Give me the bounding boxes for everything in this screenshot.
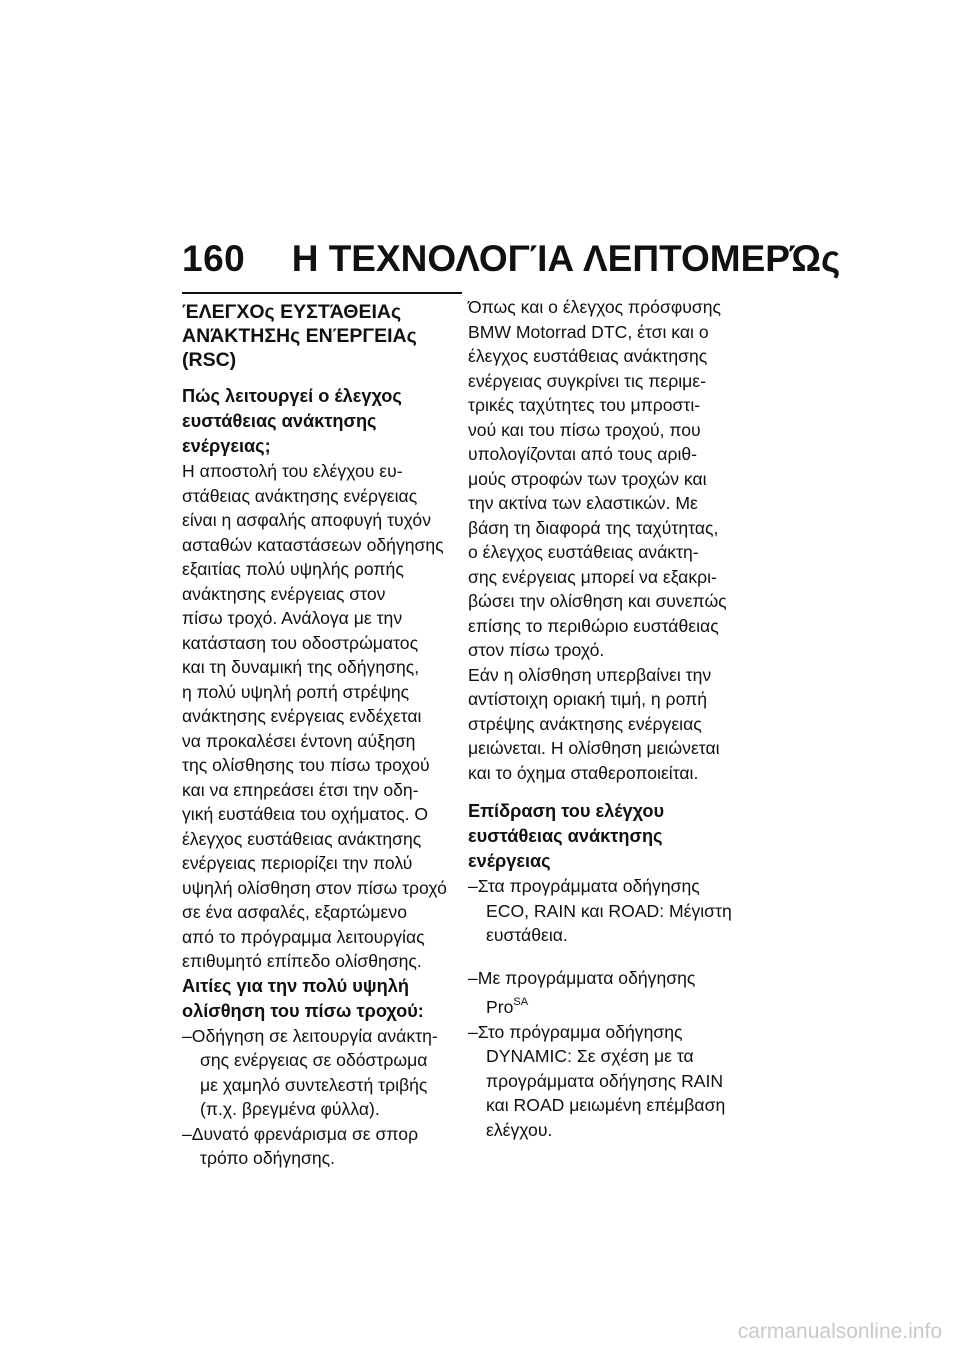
text-line: και το όχημα σταθεροποιείται. [468, 762, 699, 783]
text-line: ανάκτησης ενέργειας στον [182, 583, 386, 604]
list-item-line: DYNAMIC: Σε σχέση με τα [486, 1046, 694, 1066]
text-line: βάση τη διαφορά της ταχύτητας, [468, 517, 719, 538]
text-line: στάθειας ανάκτησης ενέργειας [182, 485, 418, 506]
paragraph-threshold [468, 663, 750, 786]
text-line: υπολογίζονται από τους αριθ- [468, 444, 698, 464]
effect-list [468, 874, 750, 1142]
text-line: και να επηρεάσει έτσι την οδη- [182, 779, 419, 800]
list-item [468, 874, 750, 948]
subheading-line: ολίσθηση του πίσω τροχού: [182, 1000, 424, 1021]
section-title-line: ΑΝΆΚΤΗΣΗς ΕΝΈΡΓΕΙΑς [182, 325, 417, 347]
text-line: επιθυμητό επίπεδο ολίσθησης. [182, 951, 422, 971]
list-item-line: –Με προγράμματα οδήγησης [468, 967, 696, 988]
section-rule [182, 292, 462, 294]
sa-superscript: SA [513, 996, 529, 1008]
right-column [468, 295, 750, 1142]
list-item-line: τρόπο οδήγησης. [200, 1148, 336, 1168]
list-item [182, 1024, 462, 1122]
text-line: Εάν η ολίσθηση υπερβαίνει την [468, 664, 712, 685]
text-line: ασταθών καταστάσεων οδήγησης [182, 534, 444, 555]
pro-label: Pro [486, 997, 514, 1017]
list-item-line: ελέγχου. [486, 1119, 553, 1140]
subheading-line: ενέργειας; [182, 436, 271, 456]
text-line: της ολίσθησης του πίσω τροχού [182, 755, 430, 775]
text-line: σης ενέργειας μπορεί να εξακρι- [468, 566, 717, 587]
list-item-line: –Στα προγράμματα οδήγησης [468, 876, 700, 896]
subheading-line: ευστάθειας ανάκτησης [468, 826, 663, 846]
list-item-line: –Στο πρόγραμμα οδήγησης [468, 1021, 683, 1042]
subheading-line: ευστάθειας ανάκτησης [182, 411, 377, 431]
text-line: ανάκτησης ενέργειας ενδέχεται [182, 706, 422, 726]
list-item-line: σης ενέργειας σε οδόστρωμα [200, 1050, 428, 1070]
text-line: έλεγχος ευστάθειας ανάκτησης [182, 828, 422, 849]
text-line: νού και του πίσω τροχού, που [468, 419, 701, 440]
chapter-title: Η ΤΕΧΝΟΛΟΓΊΑ ΛΕΠΤΟΜΕΡΏς [291, 238, 841, 279]
watermark: carmanualsonline.info [737, 1320, 942, 1343]
text-line: εξαιτίας πολύ υψηλής ροπής [182, 559, 404, 579]
text-line: στρέψης ανάκτησης ενέργειας [468, 713, 702, 734]
text-line: Όπως και ο έλεγχος πρόσφυσης [468, 297, 721, 317]
paragraph-comparison [468, 295, 750, 663]
subheading-line: Πώς λειτουργεί ο έλεγχος [182, 386, 402, 406]
text-line: αντίστοιχη οριακή τιμή, η ροπή [468, 689, 708, 709]
text-line: ενέργειας περιορίζει την πολύ [182, 853, 413, 873]
text-line: βώσει την ολίσθηση και συνεπώς [468, 591, 727, 611]
list-item-line [468, 990, 750, 1020]
section-title [182, 300, 462, 372]
text-line: Η αποστολή του ελέγχου ευ- [182, 461, 403, 481]
list-item-line: –Οδήγηση σε λειτουργία ανάκτη- [182, 1025, 438, 1046]
text-line: μούς στροφών των τροχών και [468, 468, 707, 489]
text-line: από το πρόγραμμα λειτουργίας [182, 926, 425, 947]
page-number: 160 [182, 238, 246, 279]
subheading-effect [468, 799, 750, 874]
list-item [182, 1122, 462, 1171]
text-line: πίσω τροχό. Ανάλογα με την [182, 608, 403, 628]
subheading-causes [182, 974, 462, 1024]
text-line: στον πίσω τροχό. [468, 640, 605, 660]
text-line: έλεγχος ευστάθειας ανάκτησης [468, 346, 708, 366]
list-item-line: με χαμηλό συντελεστή τριβής [200, 1074, 428, 1095]
text-line: ενέργειας συγκρίνει τις περιμε- [468, 370, 706, 391]
left-column [182, 292, 462, 1171]
text-line: να προκαλέσει έντονη αύξηση [182, 730, 416, 751]
subheading-line: ενέργειας [468, 851, 551, 871]
subheading-how-it-works [182, 384, 462, 459]
text-line: επίσης το περιθώριο ευστάθειας [468, 615, 719, 636]
text-line: την ακτίνα των ελαστικών. Με [468, 493, 698, 513]
section-title-line: ΈΛΕΓΧΟς ΕΥΣΤΆΘΕΙΑς [182, 301, 402, 323]
text-line: η πολύ υψηλή ροπή στρέψης [182, 681, 410, 702]
text-line: γική ευστάθεια του οχήματος. Ο [182, 804, 429, 824]
text-line: ο έλεγχος ευστάθειας ανάκτη- [468, 542, 699, 562]
text-line: υψηλή ολίσθηση στον πίσω τροχό [182, 877, 447, 898]
subheading-line: Επίδραση του ελέγχου [468, 801, 665, 821]
list-item [468, 1020, 750, 1143]
text-line: κατάσταση του οδοστρώματος [182, 632, 419, 653]
section-title-line: (RSC) [182, 349, 237, 371]
paragraph-purpose [182, 459, 462, 974]
text-line: μειώνεται. Η ολίσθηση μειώνεται [468, 738, 720, 758]
list-item-line: (π.χ. βρεγμένα φύλλα). [200, 1099, 380, 1119]
list-item-line: και ROAD μειωμένη επέμβαση [486, 1095, 726, 1115]
list-item-line: προγράμματα οδήγησης RAIN [486, 1070, 724, 1091]
text-line: σε ένα ασφαλές, εξαρτώμενο [182, 902, 407, 922]
list-item-line: ECO, RAIN και ROAD: Μέγιστη [486, 900, 732, 921]
text-line: BMW Motorrad DTC, έτσι και ο [468, 321, 709, 342]
text-line: και τη δυναμική της οδήγησης, [182, 657, 420, 677]
text-line: τρικές ταχύτητες του μπροστι- [468, 395, 701, 415]
causes-list [182, 1024, 462, 1171]
list-item-line: ευστάθεια. [486, 925, 568, 945]
page-header [182, 238, 841, 288]
text-line: είναι η ασφαλής αποφυγή τυχόν [182, 510, 432, 530]
list-item [468, 966, 750, 1020]
list-item-line: –Δυνατό φρενάρισμα σε σπορ [182, 1123, 419, 1144]
subheading-line: Αιτίες για την πολύ υψηλή [182, 975, 409, 996]
